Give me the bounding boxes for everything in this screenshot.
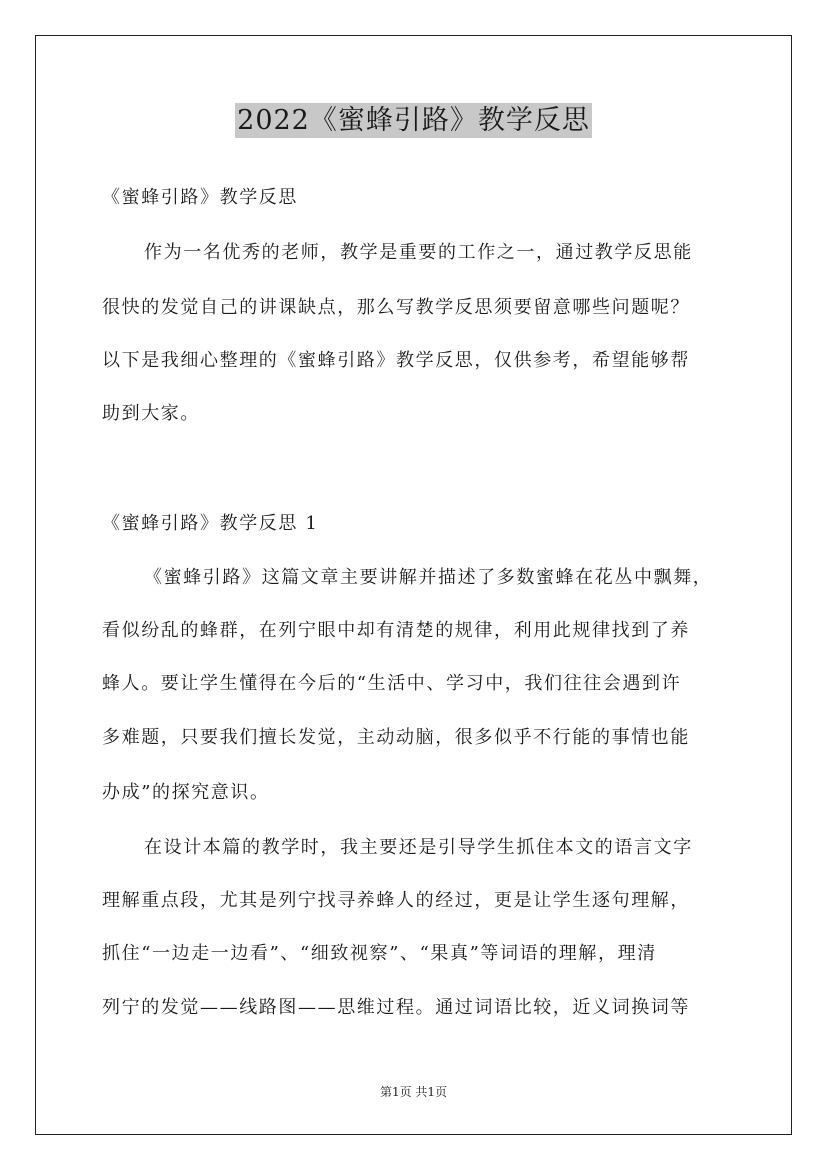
section-heading: 《蜜蜂引路》教学反思 — [102, 187, 298, 208]
intro-line: 很快的发觉自己的讲课缺点，那么写教学反思须要留意哪些问题呢？ — [102, 297, 690, 318]
section-heading: 《蜜蜂引路》教学反思 1 — [102, 513, 319, 534]
paragraph-line: 办成”的探究意识。 — [102, 782, 270, 803]
paragraph-line: 蜂人。要让学生懂得在今后的“生活中、学习中，我们往往会遇到许 — [102, 673, 682, 694]
document-title-block — [0, 98, 827, 137]
paragraph-line: 多难题，只要我们擅长发觉，主动动脑，很多似乎不行能的事情也能 — [102, 727, 690, 748]
document-title: 2022《蜜蜂引路》教学反思 — [237, 105, 590, 136]
paragraph-line: 在设计本篇的教学时，我主要还是引导学生抓住本文的语言文字 — [144, 837, 693, 858]
intro-line: 以下是我细心整理的《蜜蜂引路》教学反思，仅供参考，希望能够帮 — [102, 350, 690, 371]
intro-line: 作为一名优秀的老师，教学是重要的工作之一，通过教学反思能 — [144, 242, 693, 263]
paragraph-line: 抓住“一边走一边看”、“细致视察”、“果真”等词语的理解，理清 — [102, 943, 657, 964]
page-number-footer: 第1页 共1页 — [379, 1085, 448, 1099]
paragraph-line: 列宁的发觉——线路图——思维过程。通过词语比较，近义词换词等 — [102, 997, 690, 1018]
paragraph-line: 理解重点段，尤其是列宁找寻养蜂人的经过，更是让学生逐句理解， — [102, 890, 690, 911]
intro-line: 助到大家。 — [102, 403, 200, 424]
paragraph-line: 看似纷乱的蜂群，在列宁眼中却有清楚的规律，利用此规律找到了养 — [102, 620, 690, 641]
paragraph-line: 《蜜蜂引路》这篇文章主要讲解并描述了多数蜜蜂在花丛中飘舞， — [144, 567, 713, 588]
